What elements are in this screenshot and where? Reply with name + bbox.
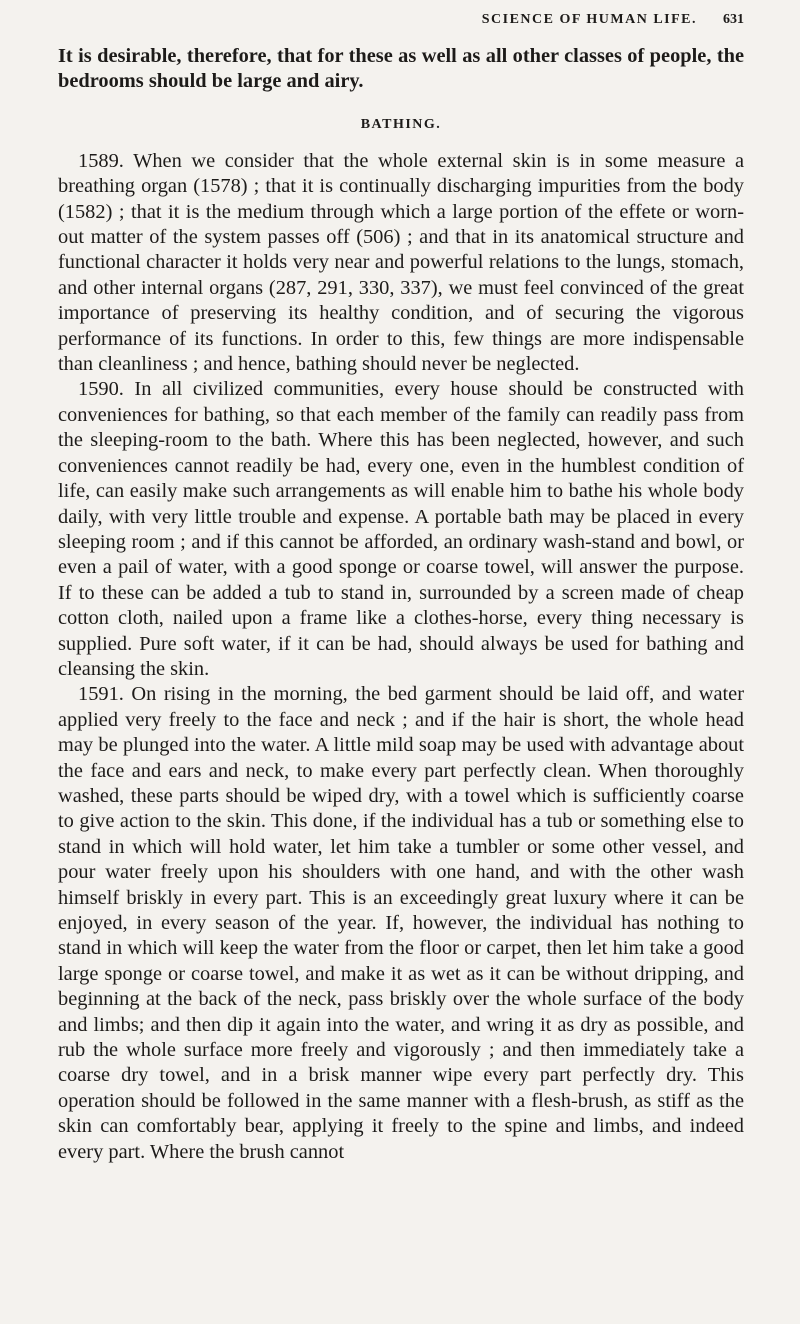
- running-title: SCIENCE OF HUMAN LIFE.: [481, 12, 697, 27]
- running-head: [58, 12, 744, 32]
- intro-paragraph: It is desirable, therefore, that for these as well as all other classes of people, the bedrooms should be large and airy.: [58, 45, 744, 93]
- paragraph-1591: 1591. On rising in the morning, the bed garment should be laid off, and water applied very freely to the face and neck ; and if the hair is short, the whole head may be plunged into the water. A little mild soap may be used with advantage about the face and ears and neck, to make every part perfectly clean. When thoroughly washed, these parts should be wiped dry, with a towel which is sufficiently coarse to give action to the skin. This done, if the individual has a tub or something else to stand in which will hold water, let him take a tumbler or some other vessel, and pour water freely upon his shoulders with one hand, and with the other wash himself briskly in every part. This is an exceedingly great luxury where it can be enjoyed, in every season of the year. If, however, the individual has nothing to stand in which will keep the water from the floor or carpet, then let him take a good large sponge or coarse towel, and make it as wet as it can be without dripping, and beginning at the back of the neck, pass briskly over the whole surface of the body and limbs; and then dip it again into the water, and wring it as dry as possible, and rub the whole surface more freely and vigorously ; and then immediately take a coarse dry towel, and in a brisk manner wipe every part perfectly dry. This operation should be followed in the same manner with a flesh-brush, as stiff as the skin can comfortably bear, applying it freely to the spine and limbs, and indeed every part. Where the brush cannot: [58, 683, 744, 1163]
- page-number: 631: [723, 12, 744, 27]
- section-heading: BATHING.: [360, 116, 442, 132]
- paragraph-1589: 1589. When we consider that the whole external skin is in some measure a breathing organ (1578) ; that it is continually discharging impurities from the body (1582) ; that it is the medium through which a large portion of the effete or worn-out matter of the system passes off (506) ; and that in its anatomical structure and functional character it holds very near and powerful relations to the lungs, stomach, and other internal organs (287, 291, 330, 337), we must feel convinced of the great importance of preserving its healthy condition, and of securing the vigorous performance of its functions. In order to this, few things are more indispensable than cleanliness ; and hence, bathing should never be neglected.: [58, 149, 744, 376]
- paragraph-1590: 1590. In all civilized communities, every house should be constructed with conveniences for bathing, so that each member of the family can readily pass from the sleeping-room to the bath. Where this has been neglected, however, and such conveniences cannot readily be had, every one, even in the humblest condition of life, can easily make such arrangements as will enable him to bathe his whole body daily, with very little trouble and expense. A portable bath may be placed in every sleeping room ; and if this cannot be afforded, an ordinary wash-stand and bowl, or even a pail of water, with a good sponge or coarse towel, will answer the purpose. If to these can be added a tub to stand in, surrounded by a screen made of cheap cotton cloth, nailed upon a frame like a clothes-horse, every thing necessary is supplied. Pure soft water, if it can be had, should always be used for bathing and cleansing the skin.: [58, 378, 744, 680]
